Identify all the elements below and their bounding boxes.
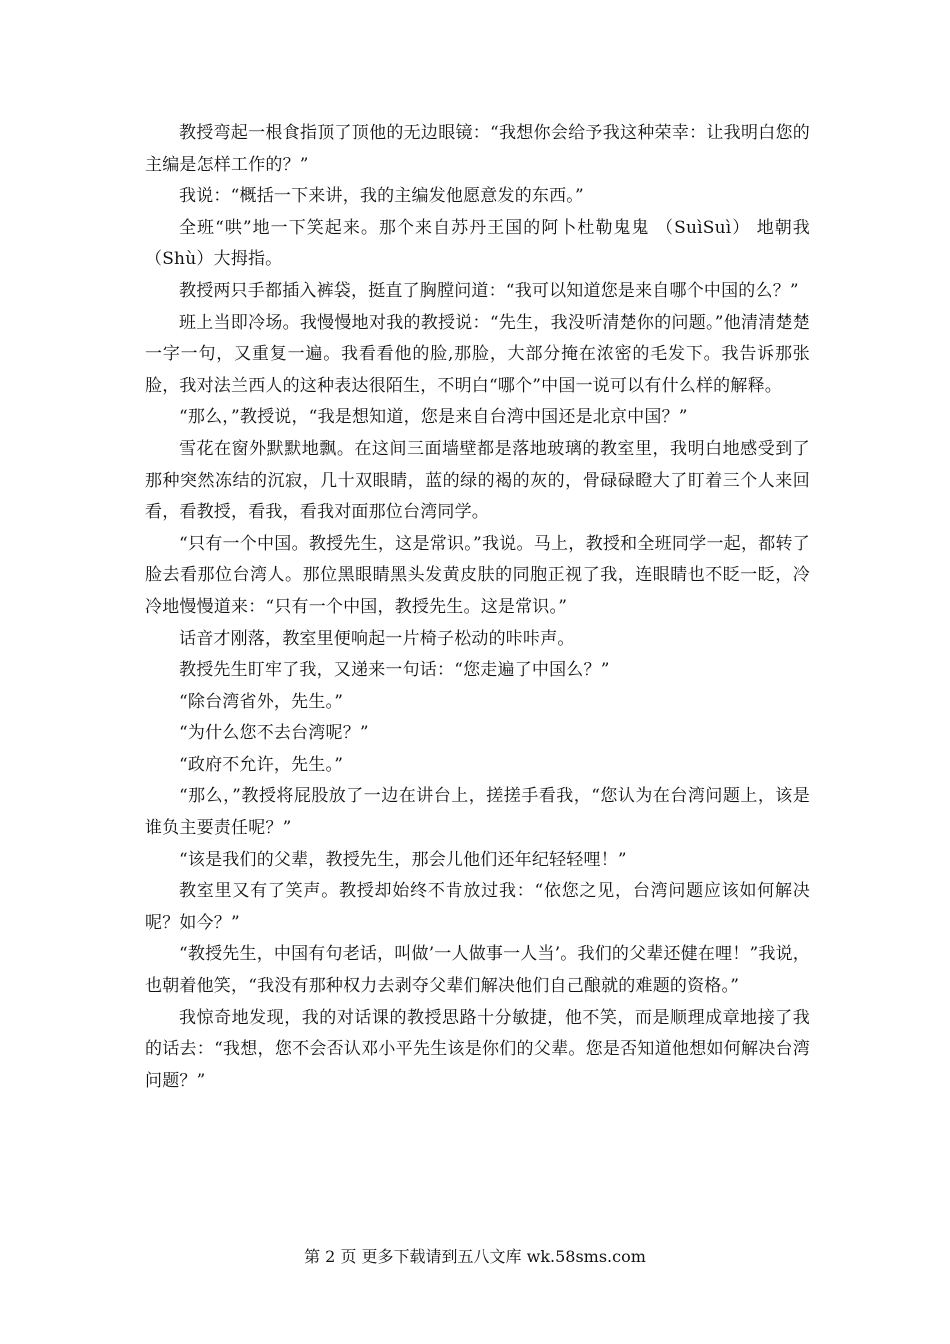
paragraph: 话音才刚落，教室里便响起一片椅子松动的咔咔声。: [179, 628, 575, 649]
paragraph: 我说：“概括一下来讲，我的主编发他愿意发的东西。”: [179, 186, 584, 207]
paragraph: “为什么您不去台湾呢？”: [179, 723, 369, 744]
paragraph: “那么，”教授将屁股放了一边在讲台上，搓搓手看我，“您认为在台湾问题上，该是谁负主要责任呢？”: [145, 786, 810, 839]
paragraph: “那么，”教授说，“我是想知道，您是来自台湾中国还是北京中国？”: [179, 407, 688, 428]
page-footer: 第 2 页 更多下载请到五八文库 wk.58sms.com: [304, 1247, 646, 1266]
paragraph: “只有一个中国。教授先生，这是常识。”我说。马上，教授和全班同学一起，都转了脸去看那位台湾人。那位黑眼睛黑头发黄皮肤的同胞正视了我，连眼睛也不眨一眨，冷冷地慢慢道来：“只有一个中国，教授先生。这是常识。”: [145, 533, 810, 617]
document-body: [145, 118, 810, 1097]
paragraph: 教室里又有了笑声。教授却始终不肯放过我：“依您之见，台湾问题应该如何解决呢？如今？”: [145, 881, 810, 933]
paragraph: 我惊奇地发现，我的对话课的教授思路十分敏捷，他不笑，而是顺理成章地接了我的话去：“我想，您不会否认邓小平先生该是你们的父辈。您是否知道他想如何解决台湾问题？”: [145, 1007, 810, 1091]
paragraph: 雪花在窗外默默地飘。在这间三面墙壁都是落地玻璃的教室里，我明白地感受到了那种突然冻结的沉寂，几十双眼睛，蓝的绿的褐的灰的，骨碌碌瞪大了盯着三个人来回看，看教授，看我，看我对面那位台湾同学。: [145, 438, 810, 523]
paragraph: “政府不允许，先生。”: [179, 754, 344, 775]
paragraph: “除台湾省外，先生。”: [179, 691, 344, 712]
paragraph: “教授先生，中国有句老话，叫做’一人做事一人当’。我们的父辈还健在哩！”我说，也朝着他笑，“我没有那种权力去剥夺父辈们解决他们自己酿就的难题的资格。”: [145, 944, 810, 997]
paragraph: “该是我们的父辈，教授先生，那会儿他们还年纪轻轻哩！”: [179, 849, 627, 870]
paragraph: 班上当即冷场。我慢慢地对我的教授说：“先生，我没听清楚你的问题。”他清清楚楚一字一句，又重复一遍。我看看他的脸,那脸，大部分掩在浓密的毛发下。我告诉那张脸，我对法兰西人的这种表达很陌生，不明白“哪个”中国一说可以有什么样的解释。: [145, 312, 810, 396]
paragraph: 教授两只手都插入裤袋，挺直了胸膛问道：“我可以知道您是来自哪个中国的么？”: [179, 280, 799, 301]
paragraph: 教授先生盯牢了我，又递来一句话：“您走遍了中国么？”: [179, 660, 610, 681]
paragraph: 教授弯起一根食指顶了顶他的无边眼镜：“我想你会给予我这种荣幸：让我明白您的主编是怎样工作的？”: [145, 123, 810, 175]
paragraph: 全班“哄”地一下笑起来。那个来自苏丹王国的阿卜杜勒鬼鬼 （SuìSuì） 地朝我（Shù）大拇指。: [145, 217, 810, 270]
